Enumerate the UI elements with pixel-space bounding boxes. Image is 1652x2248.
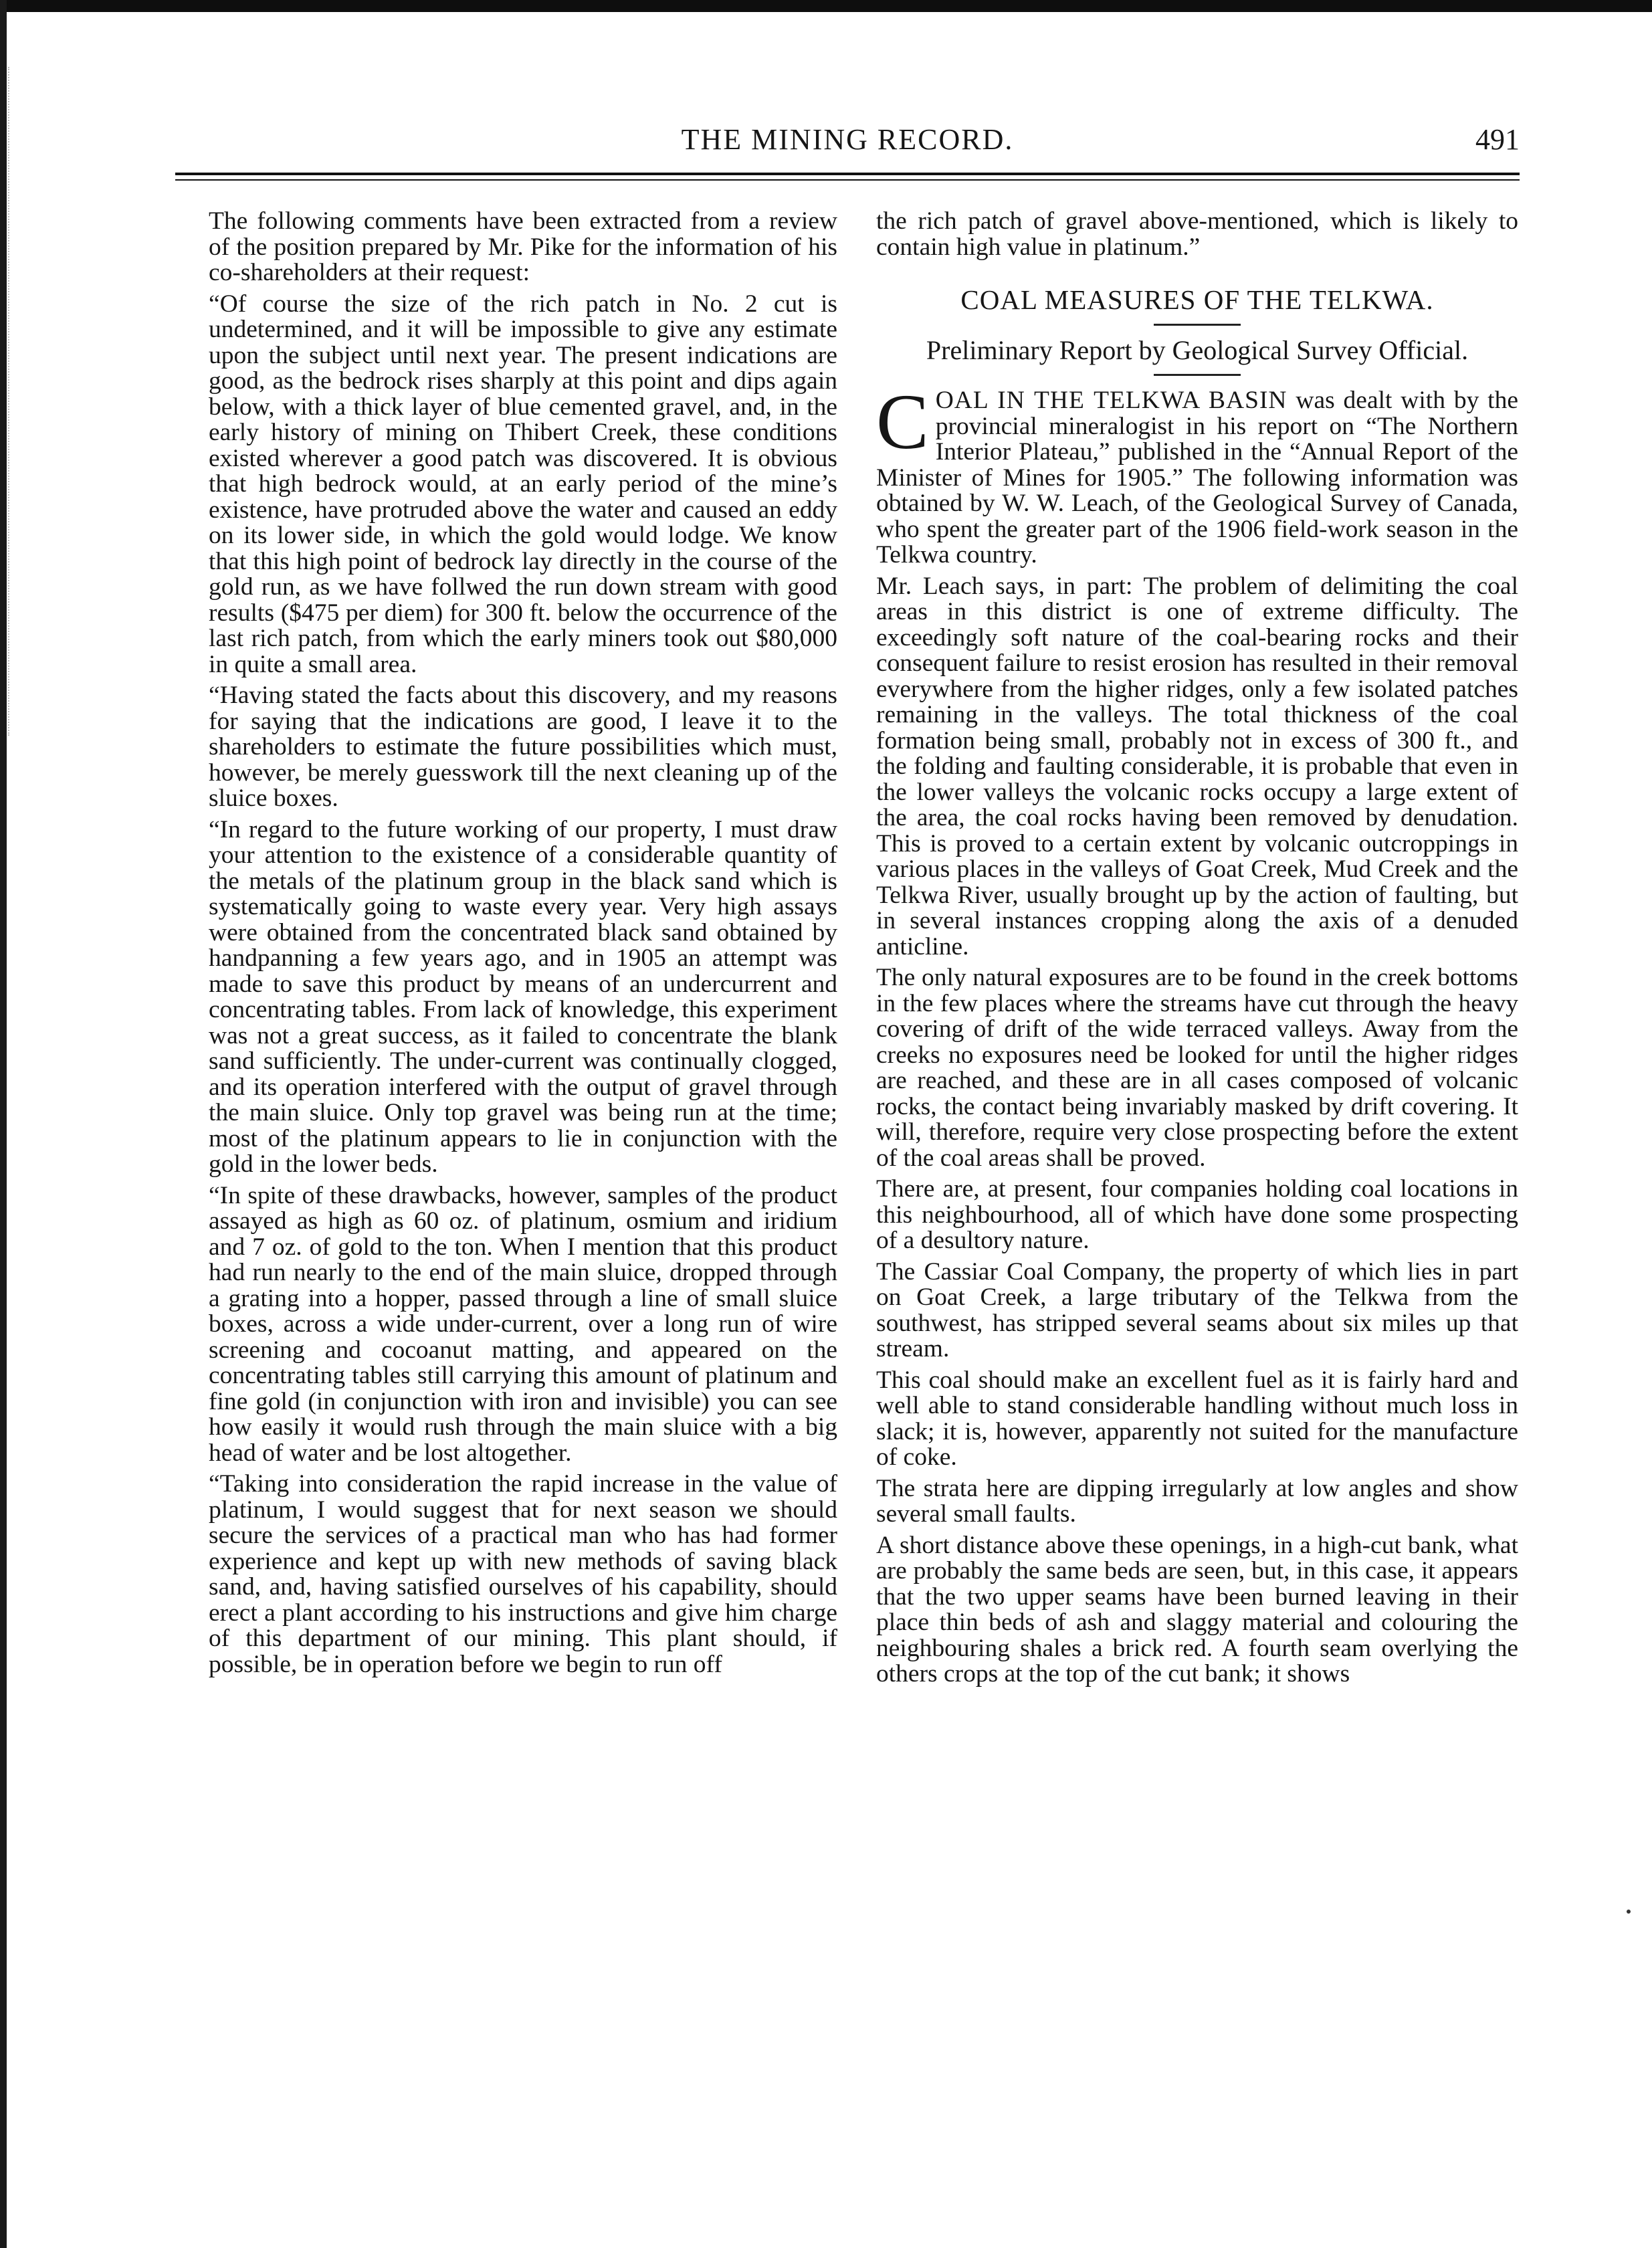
continuation-paragraph: the rich patch of gravel above-mentioned, which is likely to contain high value in platinum.” xyxy=(876,207,1518,261)
paragraph: “Of course the size of the rich patch in No. 2 cut is undetermined, and it will be impossible to give any estimate upon the subject until next year. The present indications are good, as the bedrock rises sharply at this point and dips again below, with a thick layer of blue cemented gravel, and, in the early history of mining on Thibert Creek, these conditions existed wherever a good patch was discovered. It is obvious that high bedrock would, at an early period of the mine’s existence, have protruded above the water and caused an eddy on its lower side, in which the gold would lodge. We know that this high point of bedrock lay directly in the course of the gold run, as we have follwed the run down stream with good results ($475 per diem) for 300 ft. below the occurrence of the last rich patch, from which the early miners took out $80,000 in quite a small area. xyxy=(209,290,837,678)
title-rule xyxy=(1154,324,1241,326)
section-subtitle: Preliminary Report by Geological Survey Official. xyxy=(926,334,1469,365)
page-number: 491 xyxy=(1475,123,1520,156)
paragraph: “Taking into consideration the rapid increase in the value of platinum, I would suggest that for next season we should secure the services of a practical man who has had former experience and kept up with new methods of saving black sand, and, having satisfied ourselves of his capability, should erect a plant according to his instructions and give him charge of this department of our mining. This plant should, if possible, be in operation before we begin to run off xyxy=(209,1470,837,1678)
paragraph: Mr. Leach says, in part: The problem of delimiting the coal areas in this district is one of extreme difficulty. The exceedingly soft nature of the coal-bearing rocks and their consequent failure to resist erosion has resulted in their removal everywhere from the higher ridges, only a few isolated patches remaining in the valleys. The total thickness of the coal formation being small, probably not in excess of 300 ft., and the folding and faulting considerable, it is probable that even in the lower valleys the volcanic rocks occupy a large extent of the area, the coal rocks having been removed by denudation. This is proved to a certain extent by volcanic outcroppings in various places in the valleys of Goat Creek, Mud Creek and the Telkwa River, usually brought up by the action of faulting, but in several instances cropping along the axis of a denuded anticline. xyxy=(876,572,1518,960)
scan-left-border xyxy=(0,0,7,2248)
header-rule-thick xyxy=(175,173,1520,175)
paragraph: There are, at present, four companies holding coal locations in this neighbourhood, all of which have done some prospecting of a desultory nature. xyxy=(876,1175,1518,1254)
paragraph: The Cassiar Coal Company, the property of which lies in part on Goat Creek, a large tributary of the Telkwa from the southwest, has stripped several seams about six miles up that stream. xyxy=(876,1257,1518,1362)
paragraph: The only natural exposures are to be found in the creek bottoms in the few places where the streams have cut through the heavy covering of drift of the wide terraced valleys. Away from the creeks no exposures need be looked for until the higher ridges are reached, and these are in all cases composed of volcanic rocks, the contact being invariably masked by drift covering. It will, therefore, require very close prospecting before the extent of the coal areas shall be proved. xyxy=(876,964,1518,1172)
paragraph: “Having stated the facts about this discovery, and my reasons for saying that the indications are good, I leave it to the shareholders to estimate the future possibilities which must, however, be merely guesswork till the next cleaning up of the sluice boxes. xyxy=(209,682,837,812)
header-rule-thin xyxy=(175,179,1520,181)
lead-paragraph xyxy=(876,378,1518,569)
lead-text: was dealt with by the provincial mineralogist in his report on “The Northern Interior Plateau,” published in the “Annual Report of the Minister of Mines for 1905.” The following information was obtained by W. W. Leach, of the Geological Survey of Canada, who spent the greater part of the 1906 field-work season in the Telkwa country. xyxy=(876,387,1518,569)
paragraph: The following comments have been extracted from a review of the position prepared by Mr. Pike for the information of his co-shareholders at their request: xyxy=(209,207,837,286)
subtitle-rule xyxy=(1154,374,1241,376)
lead-caps: OAL IN THE TELKWA BASIN xyxy=(935,387,1287,414)
scan-binding-marks xyxy=(8,67,19,736)
paragraph: A short distance above these openings, in a high-cut bank, what are probably the same beds are seen, but, in this case, it appears that the two upper seams have been burned leaving in their place thin beds of ash and slaggy material and colouring the neighbouring shales a brick red. A fourth seam overlying the others crops at the top of the cut bank; it shows xyxy=(876,1531,1518,1688)
scan-speck xyxy=(1627,1910,1631,1914)
paragraph: This coal should make an excellent fuel as it is fairly hard and well able to stand considerable handling without much loss in slack; it is, however, apparently not suited for the manufacture of coke. xyxy=(876,1366,1518,1471)
section-title: COAL MEASURES OF THE TELKWA. xyxy=(960,284,1434,315)
drop-cap: C xyxy=(876,378,929,466)
running-title: THE MINING RECORD. xyxy=(681,123,1014,156)
scan-top-border xyxy=(0,0,1652,12)
right-column xyxy=(876,209,1518,1693)
paragraph: “In spite of these drawbacks, however, samples of the product assayed as high as 60 oz. of platinum, osmium and iridium and 7 oz. of gold to the ton. When I mention that this product had run nearly to the end of the main sluice, dropped through a grating into a hopper, passed through a line of small sluice boxes, across a wide under-current, over a long run of wire screening and cocoanut matting, and appeared on the concentrating tables still carrying this amount of platinum and fine gold (in conjunction with iron and invisible) you can see how easily it would rush through the main sluice with a big head of water and be lost altogether. xyxy=(209,1181,837,1467)
left-column xyxy=(209,209,837,1683)
paragraph: “In regard to the future working of our property, I must draw your attention to the existence of a considerable quantity of the metals of the platinum group in the black sand which is systematically going to waste every year. Very high assays were obtained from the concentrated black sand obtained by handpanning a few years ago, and in 1905 an attempt was made to save this product by means of an undercurrent and concentrating tables. From lack of knowledge, this experiment was not a great success, as it failed to concentrate the blank sand sufficiently. The under-current was continually clogged, and its operation interfered with the output of gravel through the main sluice. Only top gravel was being run at the time; most of the platinum appears to lie in conjunction with the gold in the lower beds. xyxy=(209,815,837,1178)
paragraph: The strata here are dipping irregularly at low angles and show several small faults. xyxy=(876,1474,1518,1528)
page-header xyxy=(175,122,1520,163)
